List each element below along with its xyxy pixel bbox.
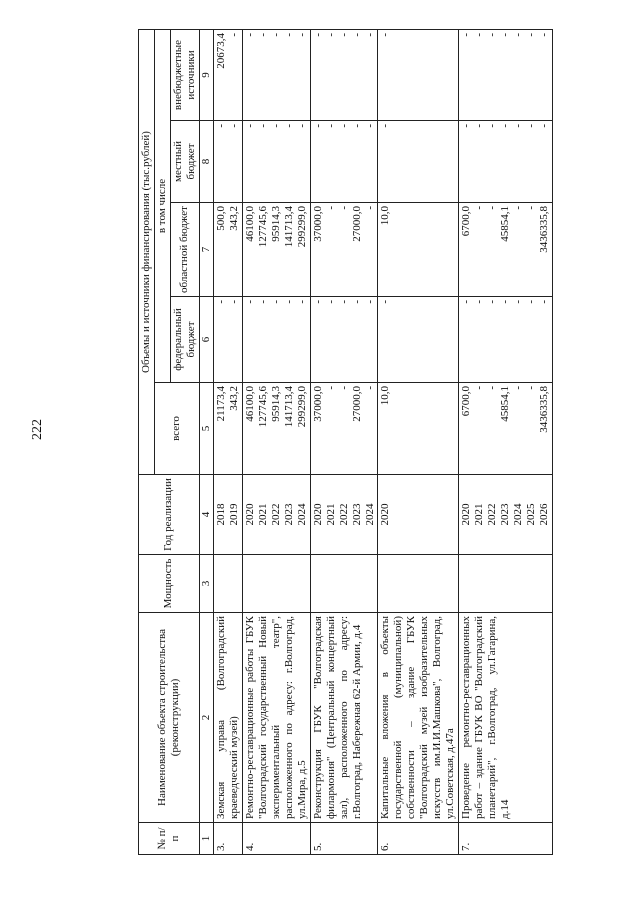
local-cell-value: - [473, 124, 486, 128]
regional-cell-value: 45854,1 [499, 206, 512, 242]
year-cell-value: 2020 [243, 503, 256, 526]
local-cell [310, 121, 378, 203]
column-number: 8 [199, 121, 213, 203]
local-cell-value: - [269, 124, 282, 128]
header-total: всего [154, 383, 199, 475]
local-cell-value: - [379, 124, 392, 128]
federal-cell [213, 297, 242, 383]
federal-cell-value: - [337, 300, 350, 304]
year-cell [378, 475, 459, 555]
year-cell-value: 2023 [499, 503, 512, 526]
year-cell-value: 2023 [350, 503, 363, 526]
local-cell-value: - [512, 124, 525, 128]
page-number: 222 [30, 419, 45, 440]
object-name: Реконструкция ГБУК "Волгоградская филармония" (Центральный концертный зал), расположенного по адресу: г.Волгоград, Набережная 62-й Армии, д.4 [310, 613, 378, 823]
federal-cell-value: - [295, 300, 308, 304]
year-cell-value: 2022 [337, 503, 350, 526]
header-num: № п/п [139, 823, 200, 855]
column-number: 7 [199, 203, 213, 297]
extra-cell-value: - [269, 32, 282, 37]
header-name: Наименование объекта строительства (реконструкции) [139, 613, 200, 823]
year-cell [459, 475, 553, 555]
header-incl: в том числе [154, 29, 170, 382]
table-row [459, 29, 553, 854]
row-number: 3. [213, 823, 242, 855]
object-name: Ремонтно-реставрационные работы ГБУК "Волгоградский государственный Новый экспериментальный театр", расположенного по адресу: г.Волгоград, ул.Мира, д.5 [242, 613, 310, 823]
local-cell-value: - [499, 124, 512, 128]
year-cell-value: 2021 [256, 503, 269, 526]
federal-cell-value: - [499, 300, 512, 304]
regional-cell-value: 127745,6 [256, 206, 269, 248]
year-cell-value: 2021 [324, 503, 337, 526]
total-cell-value: - [525, 386, 538, 390]
total-cell-value: - [486, 386, 499, 390]
extra-cell [378, 29, 459, 120]
local-cell-value: - [282, 124, 295, 128]
regional-cell-value: 95914,3 [269, 206, 282, 242]
year-cell-value: 2024 [512, 503, 525, 526]
regional-cell-value: - [486, 206, 499, 210]
header-funding: Объемы и источники финансирования (тыс.рублей) [139, 29, 155, 474]
local-cell-value: - [460, 124, 473, 128]
local-cell-value: - [256, 124, 269, 128]
local-cell-value: - [350, 124, 363, 128]
local-cell-value: - [295, 124, 308, 128]
local-cell-value: - [227, 124, 240, 128]
local-cell-value: - [311, 124, 324, 128]
object-name: Проведение ремонтно-реставрационных работ – здание ГБУК ВО "Волгоградский планетарий", г.Волгоград, ул.Гагарина, д.14 [459, 613, 553, 823]
year-cell-value: 2025 [525, 503, 538, 526]
total-cell [378, 383, 459, 475]
regional-cell [459, 203, 553, 297]
federal-cell-value: - [460, 300, 473, 304]
funding-table [138, 29, 553, 855]
regional-cell-value: 10,0 [379, 206, 392, 226]
local-cell-value: - [337, 124, 350, 128]
header-capacity: Мощность [139, 555, 200, 613]
header-year: Год реализации [139, 475, 200, 555]
local-cell [459, 121, 553, 203]
regional-cell-value: - [337, 206, 350, 210]
local-cell [213, 121, 242, 203]
local-cell-value: - [324, 124, 337, 128]
capacity-cell [378, 555, 459, 613]
capacity-cell [310, 555, 378, 613]
total-cell-value: 127745,6 [256, 386, 269, 428]
total-cell [213, 383, 242, 475]
column-number: 2 [199, 613, 213, 823]
regional-cell-value: 299299,0 [295, 206, 308, 248]
row-number: 6. [378, 823, 459, 855]
year-cell-value: 2023 [282, 503, 295, 526]
header-extra: внебюджетные источники [170, 29, 199, 120]
extra-cell-value: - [486, 32, 499, 37]
local-cell-value: - [486, 124, 499, 128]
total-cell-value: - [363, 386, 376, 390]
total-cell-value: - [473, 386, 486, 390]
header-federal: федеральный бюджет [170, 297, 199, 383]
year-cell-value: 2020 [379, 503, 392, 526]
table-row [213, 29, 242, 854]
year-cell-value: 2022 [486, 503, 499, 526]
federal-cell [310, 297, 378, 383]
total-cell [242, 383, 310, 475]
year-cell-value: 2024 [295, 503, 308, 526]
total-cell-value: 27000,0 [350, 386, 363, 422]
extra-cell-value: - [337, 32, 350, 37]
extra-cell-value: - [460, 32, 473, 37]
table-row [310, 29, 378, 854]
federal-cell-value: - [363, 300, 376, 304]
extra-cell-value: - [324, 32, 337, 37]
total-cell-value: - [324, 386, 337, 390]
extra-cell-value: - [379, 32, 392, 37]
extra-cell-value: - [363, 32, 376, 37]
column-number: 5 [199, 383, 213, 475]
total-cell-value: 141713,4 [282, 386, 295, 428]
federal-cell-value: - [311, 300, 324, 304]
regional-cell-value: 141713,4 [282, 206, 295, 248]
total-cell-value: 3436335,8 [538, 386, 551, 433]
total-cell-value: 6700,0 [460, 386, 473, 417]
federal-cell-value: - [525, 300, 538, 304]
extra-cell-value: - [256, 32, 269, 37]
year-cell-value: 2024 [363, 503, 376, 526]
regional-cell [242, 203, 310, 297]
year-cell-value: 2021 [473, 503, 486, 526]
regional-cell-value: 27000,0 [350, 206, 363, 242]
header-regional: областной бюджет [170, 203, 199, 297]
federal-cell-value: - [379, 300, 392, 304]
local-cell [242, 121, 310, 203]
row-number: 7. [459, 823, 553, 855]
column-number: 1 [199, 823, 213, 855]
column-number: 9 [199, 29, 213, 120]
regional-cell [378, 203, 459, 297]
regional-cell-value: 500,0 [214, 206, 227, 231]
regional-cell-value: - [512, 206, 525, 210]
row-number: 4. [242, 823, 310, 855]
federal-cell-value: - [269, 300, 282, 304]
year-cell-value: 2020 [460, 503, 473, 526]
year-cell-value: 2020 [311, 503, 324, 526]
object-name: Капитальные вложения в объекты государственной (муниципальной) собственности – здание ГБУК "Волгоградский музей изобразительных искусств им.И.И.Машкова", Волгоград, ул.Советская, д.47а [378, 613, 459, 823]
total-cell-value: 21173,4 [214, 386, 227, 422]
extra-cell-value: - [525, 32, 538, 37]
total-cell-value: 37000,0 [311, 386, 324, 422]
total-cell [310, 383, 378, 475]
total-cell-value: 343,2 [227, 386, 240, 411]
extra-cell-value: - [295, 32, 308, 37]
federal-cell [242, 297, 310, 383]
federal-cell-value: - [282, 300, 295, 304]
federal-cell-value: - [324, 300, 337, 304]
year-cell [242, 475, 310, 555]
extra-cell [242, 29, 310, 120]
extra-cell-value: - [538, 32, 551, 37]
table-row [242, 29, 310, 854]
capacity-cell [242, 555, 310, 613]
federal-cell [378, 297, 459, 383]
federal-cell-value: - [214, 300, 227, 304]
regional-cell-value: - [525, 206, 538, 210]
column-number: 3 [199, 555, 213, 613]
regional-cell [213, 203, 242, 297]
federal-cell-value: - [243, 300, 256, 304]
funding-table-sheet [138, 30, 608, 855]
regional-cell-value: - [324, 206, 337, 210]
regional-cell-value: 6700,0 [460, 206, 473, 237]
extra-cell-value: 20673,4 [214, 32, 227, 69]
column-number: 4 [199, 475, 213, 555]
year-cell-value: 2026 [538, 503, 551, 526]
federal-cell-value: - [538, 300, 551, 304]
regional-cell-value: 3436335,8 [538, 206, 551, 253]
federal-cell-value: - [473, 300, 486, 304]
regional-cell-value: - [363, 206, 376, 210]
regional-cell-value: 37000,0 [311, 206, 324, 242]
total-cell-value: 46100,0 [243, 386, 256, 422]
extra-cell-value: - [227, 32, 240, 37]
regional-cell-value: 343,2 [227, 206, 240, 231]
local-cell-value: - [243, 124, 256, 128]
total-cell-value: 299299,0 [295, 386, 308, 428]
table-row [378, 29, 459, 854]
total-cell-value: 10,0 [379, 386, 392, 406]
header-local: местный бюджет [170, 121, 199, 203]
federal-cell-value: - [256, 300, 269, 304]
federal-cell [459, 297, 553, 383]
extra-cell [459, 29, 553, 120]
extra-cell [213, 29, 242, 120]
extra-cell-value: - [243, 32, 256, 37]
local-cell-value: - [363, 124, 376, 128]
total-cell-value: 95914,3 [269, 386, 282, 422]
regional-cell-value: 46100,0 [243, 206, 256, 242]
column-numbers-row [199, 29, 213, 854]
total-cell-value: 45854,1 [499, 386, 512, 422]
regional-cell [310, 203, 378, 297]
total-cell [459, 383, 553, 475]
federal-cell-value: - [350, 300, 363, 304]
local-cell-value: - [538, 124, 551, 128]
year-cell-value: 2018 [214, 503, 227, 526]
extra-cell-value: - [350, 32, 363, 37]
extra-cell-value: - [473, 32, 486, 37]
year-cell [310, 475, 378, 555]
year-cell-value: 2019 [227, 503, 240, 526]
federal-cell-value: - [227, 300, 240, 304]
total-cell-value: - [337, 386, 350, 390]
total-cell-value: - [512, 386, 525, 390]
regional-cell-value: - [473, 206, 486, 210]
federal-cell-value: - [512, 300, 525, 304]
column-number: 6 [199, 297, 213, 383]
extra-cell-value: - [512, 32, 525, 37]
federal-cell-value: - [486, 300, 499, 304]
extra-cell-value: - [282, 32, 295, 37]
year-cell [213, 475, 242, 555]
capacity-cell [459, 555, 553, 613]
object-name: Земская управа (Волгоградский краеведческий музей) [213, 613, 242, 823]
extra-cell-value: - [311, 32, 324, 37]
table-body [213, 29, 552, 854]
local-cell-value: - [525, 124, 538, 128]
local-cell-value: - [214, 124, 227, 128]
year-cell-value: 2022 [269, 503, 282, 526]
row-number: 5. [310, 823, 378, 855]
extra-cell [310, 29, 378, 120]
capacity-cell [213, 555, 242, 613]
extra-cell-value: - [499, 32, 512, 37]
local-cell [378, 121, 459, 203]
